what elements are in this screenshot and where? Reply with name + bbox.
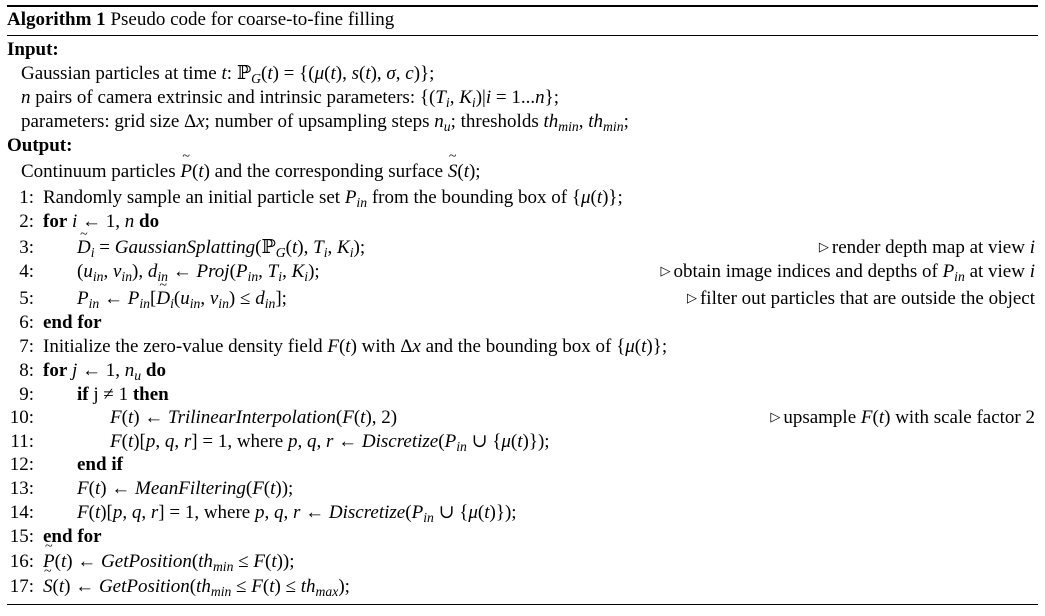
keyword-then: then — [132, 384, 169, 405]
keyword-do: do — [145, 360, 166, 381]
comment-4-b: at view — [969, 261, 1025, 282]
algorithm-line: 7: Initialize the zero-value density field F(t) with Δx and the bounding box of {μ(t)}; — [0, 335, 1045, 359]
output-prefix: Continuum particles — [21, 161, 176, 182]
algorithm-line: 14: F(t)[p, q, r] = 1, where p, q, r ← $Discretize(P_{in}$ ∪ {μ(t)}); — [0, 501, 1045, 525]
step-1-text-b: from the bounding box of — [371, 187, 568, 208]
algorithm-line: 16: ~ P(t) ← $GetPosition(th_{min} \le F(t))$; — [0, 550, 1045, 574]
top-rule — [7, 5, 1038, 7]
output-heading-row — [0, 134, 1045, 158]
algorithm-label: Algorithm 1 — [7, 9, 106, 30]
input-heading-row — [0, 38, 1045, 62]
keyword-end-for: end for — [43, 312, 102, 333]
algorithm-line: 10: F(t) ← TrilinearInterpolation(F(t), 2) ▷ upsample F(t) with scale factor 2 — [0, 406, 1045, 430]
comment-3: render depth map at view — [831, 237, 1025, 258]
line-number: 16: — [9, 551, 34, 572]
line-number: 13: — [9, 478, 34, 499]
line-number: 17: — [9, 576, 34, 597]
output-middle: and the corresponding surface — [214, 161, 444, 182]
algorithm-line: 8: for j ← 1, $n_u$ do — [0, 359, 1045, 383]
input-params-mid2: ; thresholds — [450, 111, 539, 132]
algorithm-line: 9: if j ≠ 1 then — [0, 383, 1045, 407]
line-number: 14: — [9, 502, 34, 523]
comment-10: upsample — [783, 407, 857, 428]
step-7-text: Initialize the zero-value density field — [43, 336, 323, 357]
line-number: 7: — [19, 336, 34, 357]
where-text: , where — [227, 431, 284, 452]
algorithm-line: 3: ~ $D_i$ = GaussianSplatting(ℙ$_G$(t), $T_i$, $K_i$); ▷ render depth map at view i — [0, 236, 1045, 260]
input-gaussians-text: Gaussian particles at time — [21, 63, 217, 84]
input-cameras: n pairs of camera extrinsic and intrinsic parameters: {($T_i$, $K_i)|i = 1...n$}; — [21, 87, 559, 110]
algorithm-title: Pseudo code for coarse-to-fine filling — [110, 9, 395, 30]
line-number: 8: — [19, 360, 34, 381]
input-params-prefix: parameters: grid size — [21, 111, 180, 132]
line-number: 9: — [19, 384, 34, 405]
comment-triangle-icon: ▷ — [818, 239, 829, 254]
keyword-if: if — [77, 384, 89, 405]
comment-4: obtain image indices and depths of — [673, 261, 938, 282]
where-text: , where — [194, 502, 251, 523]
line-number: 5: — [19, 288, 34, 309]
line-number: 11: — [10, 431, 34, 452]
step-7-text-b: with — [361, 336, 396, 357]
input-parameters: parameters: grid size Δx; number of upsampling steps $n_u$; thresholds $th_{min}$, $th_{min}$; — [21, 111, 629, 134]
comment-5: filter out particles that are outside the object — [699, 288, 1035, 309]
output-description: Continuum particles ~ P(t) and the corresponding surface ~ S(t); — [0, 160, 1045, 184]
algorithm-line: 1: Randomly sample an initial particle set $P_{in}$ from the bounding box of {μ(t)}; — [0, 186, 1045, 210]
comment-triangle-icon: ▷ — [686, 290, 697, 305]
keyword-for: for — [43, 360, 68, 381]
algorithm-line — [0, 453, 1045, 477]
input-heading: Input: — [7, 39, 59, 60]
keyword-for: for — [43, 211, 68, 232]
comment-triangle-icon: ▷ — [660, 263, 671, 278]
output-heading: Output: — [7, 135, 73, 156]
algorithm-line: 17: ~ S(t) ← $GetPosition(th_{min} \le F(t) \le th_{max})$; — [0, 575, 1045, 599]
line-number: 15: — [9, 526, 34, 547]
keyword-end-if: end if — [77, 454, 123, 475]
line-number: 2: — [19, 211, 34, 232]
step-7-text-c: and the bounding box of — [425, 336, 612, 357]
algorithm-caption — [7, 8, 394, 32]
algorithm-line: 13: F(t) ← MeanFiltering(F(t)); — [0, 477, 1045, 501]
comment-10-b: with scale factor 2 — [895, 407, 1035, 428]
line-number: 10: — [9, 407, 34, 428]
step-1-text: Randomly sample an initial particle set — [43, 187, 341, 208]
algorithm-line: 4: ($u_{in}$, $v_{in}$), $d_{in}$ ← $Proj(P_{in}$, $T_i$, $K_i$); ▷ obtain image indices and depths of $P_{in}$ at view i — [0, 260, 1045, 284]
line-number: 12: — [9, 454, 34, 475]
algorithm-line — [0, 525, 1045, 549]
line-number: 1: — [19, 187, 34, 208]
input-cameras-text: pairs of camera extrinsic and intrinsic parameters: — [35, 87, 416, 108]
input-gaussians: Gaussian particles at time t: ℙ$_G$(t) = {(μ(t), s(t), σ, c)}; — [21, 63, 435, 86]
keyword-end-for: end for — [43, 526, 102, 547]
comment-triangle-icon: ▷ — [770, 409, 781, 424]
algorithm-line: 2: for i ← 1, n do — [0, 210, 1045, 234]
algorithm-line — [0, 311, 1045, 335]
bottom-rule — [7, 604, 1038, 605]
line-number: 3: — [19, 237, 34, 258]
caption-rule — [7, 35, 1038, 36]
keyword-do: do — [139, 211, 160, 232]
line-number: 6: — [19, 312, 34, 333]
algorithm-line: 11: F(t)[p, q, r] = 1, where p, q, r ← $Discretize(P_{in}$ ∪ {μ(t)}); — [0, 430, 1045, 454]
algorithm-line: 5: $P_{in}$ ← $P_{in}[\sim$ $D_i(u_{in}$, $v_{in}) \le d_{in}$]; ▷ filter out particles that are outside the object — [0, 287, 1045, 311]
line-number: 4: — [19, 261, 34, 282]
input-params-mid1: ; number of upsampling steps — [204, 111, 430, 132]
